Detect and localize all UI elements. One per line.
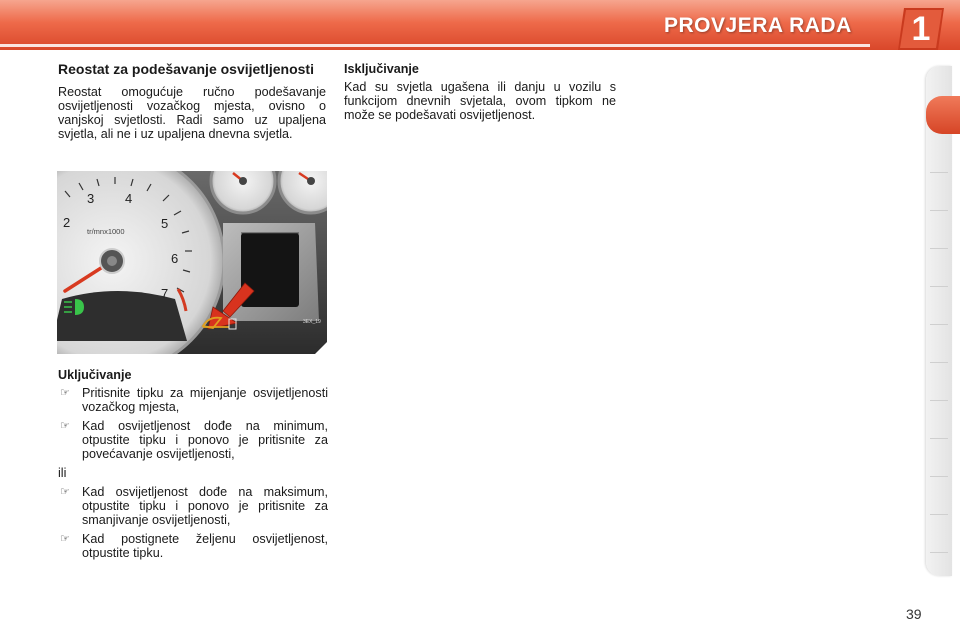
chapter-tab[interactable] <box>930 514 948 515</box>
intro-paragraph: Reostat omogućuje ručno podešavanje osvijetljenosti vozačkog mjesta, ovisno o vanjskoj svjetlosti. Radi samo uz upaljena svjetla, ali ne i uz upaljena dnevna svjetla. <box>58 85 326 141</box>
chapter-tab[interactable] <box>930 172 948 173</box>
hand-pointer-icon: ☞ <box>60 533 70 545</box>
intro-section <box>58 62 326 147</box>
dial-number: 4 <box>125 191 133 206</box>
dial-number: 7 <box>161 286 169 301</box>
switch-off-paragraph: Kad su svjetla ugašena ili danju u vozilu s funkcijom dnevnih svjetala, ovom tipkom ne može se podešavati osvijetljenost. <box>344 80 616 122</box>
chapter-tab[interactable] <box>930 438 948 439</box>
section-heading: Reostat za podešavanje osvijetljenosti <box>58 61 314 77</box>
list-item-text: Kad postignete željenu osvijetljenost, otpustite tipku. <box>82 532 328 560</box>
page-number: 39 <box>906 606 922 622</box>
list-item-text: Kad osvijetljenost dođe na minimum, otpustite tipku i ponovo je pritisnite za povećavanje osvijetljenosti, <box>82 419 328 461</box>
instrument-cluster-figure <box>57 171 327 354</box>
figure-code: 3EX_19 <box>303 319 321 325</box>
switch-on-heading: Uključivanje <box>58 368 132 382</box>
rpm-unit-label: tr/mnx1000 <box>87 227 125 236</box>
switch-off-section <box>344 62 616 128</box>
chapter-tab[interactable] <box>930 286 948 287</box>
switch-off-heading: Isključivanje <box>344 62 419 76</box>
list-item-text: Pritisnite tipku za mijenjanje osvijetljenosti vozačkog mjesta, <box>82 386 328 414</box>
switch-on-list <box>58 386 328 461</box>
list-item <box>58 419 328 461</box>
dial-number: 3 <box>87 191 95 206</box>
list-item <box>58 386 328 414</box>
chapter-tab[interactable] <box>930 400 948 401</box>
list-item <box>58 532 328 560</box>
dial-number: 2 <box>63 215 71 230</box>
chapter-tab-rail <box>926 66 952 576</box>
chapter-title: PROVJERA RADA <box>664 14 852 37</box>
hand-pointer-icon: ☞ <box>60 486 70 498</box>
chapter-tab[interactable] <box>930 552 948 553</box>
chapter-number: 1 <box>911 10 931 48</box>
or-text: ili <box>58 466 67 480</box>
chapter-tab[interactable] <box>930 210 948 211</box>
chapter-tab[interactable] <box>930 476 948 477</box>
header-divider <box>0 44 870 47</box>
list-item-text: Kad osvijetljenost dođe na maksimum, otpustite tipku i ponovo je pritisnite za smanjivanje osvijetljenosti, <box>82 485 328 527</box>
dial-number: 6 <box>171 251 179 266</box>
switch-on-section <box>58 368 328 565</box>
list-item <box>58 485 328 527</box>
switch-on-list-alt <box>58 485 328 560</box>
dial-number: 5 <box>161 216 169 231</box>
hand-pointer-icon: ☞ <box>60 420 70 432</box>
hand-pointer-icon: ☞ <box>60 387 70 399</box>
chapter-tab[interactable] <box>930 324 948 325</box>
chapter-tab[interactable] <box>930 362 948 363</box>
chapter-tab-active[interactable] <box>926 96 960 134</box>
chapter-tab[interactable] <box>930 248 948 249</box>
